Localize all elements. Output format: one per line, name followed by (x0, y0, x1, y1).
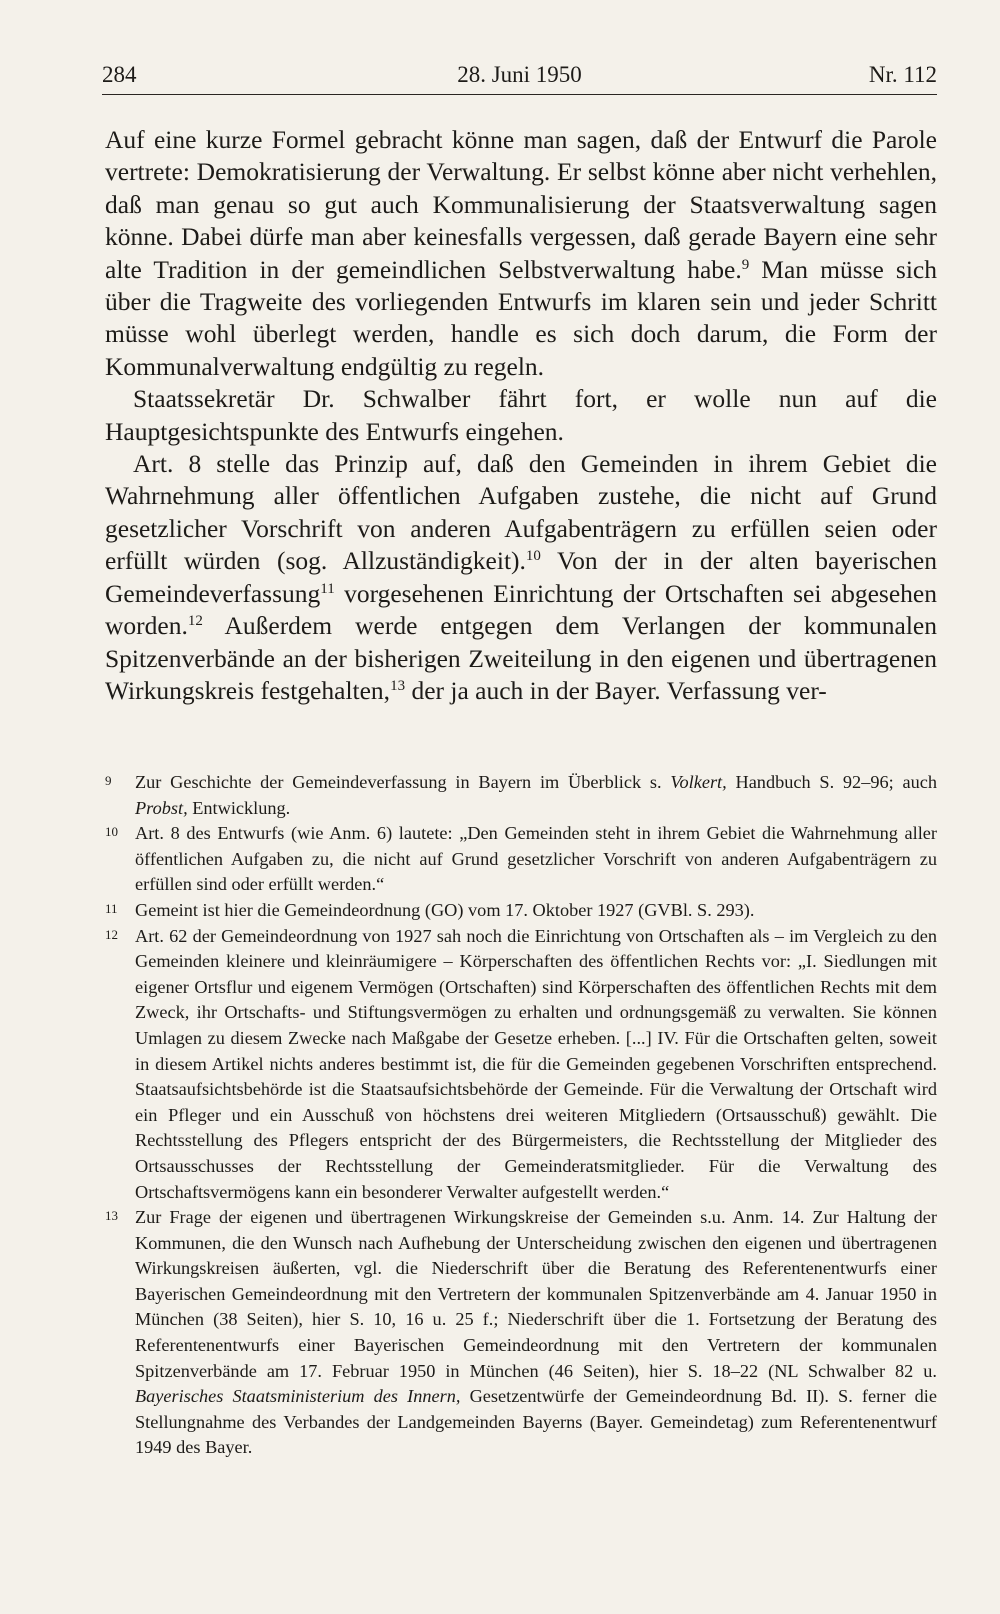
paragraph-text: Art. 8 stelle das Prinzip auf, daß den Gemeinden in ihrem Gebiet die Wahrnehmung aller öffentlichen Aufgaben zustehe, die nicht auf Grund gesetzlicher Vorschrift von anderen Aufgabenträgern zu erfüllen seien oder erfüllt würden (sog. Allzuständigkeit). (105, 449, 937, 576)
paragraph-text: Man müsse sich über die Tragweite des vorliegenden Entwurfs im klaren sein und jeder Schritt müsse wohl überlegt werden, handle es sich doch darum, die Form der Kommunalverwaltung endgültig zu regeln. (105, 254, 937, 381)
paragraph: Staatssekretär Dr. Schwalber fährt fort, er wolle nun auf die Hauptgesichtspunkte des Entwurfs eingehen. (105, 384, 937, 446)
header-date: 28. Juni 1950 (457, 62, 582, 87)
footnotes (105, 770, 937, 1461)
footnote (105, 898, 937, 924)
footnote-text: Handbuch S. 92–96; auch (726, 772, 937, 792)
footnote (105, 1205, 937, 1461)
footnote-text: Art. 62 der Gemeindeordnung von 1927 sah noch die Einrichtung von Ortschaften als – im Vergleich zu den Gemeinden kleinere und kleinräumigere – Körperschaften des öffentlichen Rechts vor: „I. Siedlungen mit eigener Ortsflur und eigenem Vermögen (Ortschaften) sind Körperschaften des öffentlichen Rechts mit dem Zweck, ihr Ortschafts- und Stiftungsvermögen zu erhalten und ordnungsgemäß zu verwalten. Sie können Umlagen zu diesem Zwecke nach Maßgabe der Gesetze erheben. [...] IV. Für die Ortschaften gelten, soweit in diesem Artikel nichts anderes bestimmt ist, die für die Gemeinden gegebenen Vorschriften entsprechend. Staatsaufsichtsbehörde ist die Staatsaufsichtsbehörde der Gemeinde. Für die Verwaltung der Ortschaft wird ein Pfleger und ein Ausschuß von höchstens drei weiteren Mitgliedern (Ortsausschuß) gewählt. Die Rechtsstellung des Pflegers entspricht der des Bürgermeisters, die Rechtsstellung der Mitglieder des Ortsausschusses der Rechtsstellung der Gemeinderatsmitglieder. Für die Verwaltung des Ortschaftsvermögens kann ein besonderer Verwalter aufgestellt werden.“ (135, 925, 937, 1202)
page-number: 284 (102, 62, 137, 87)
footnote-ref: 13 (390, 677, 406, 694)
footnote-text: Zur Geschichte der Gemeindeverfassung in Bayern im Überblick s. (135, 772, 671, 792)
footnote (105, 770, 937, 821)
paragraph-text: vorgesehenen Einrichtung der Ortschaften sei abgesehen worden. (105, 578, 937, 641)
footnote (105, 924, 937, 1206)
paragraph-text: Auf eine kurze Formel gebracht könne man sagen, daß der Entwurf die Parole vertrete: Demokratisierung der Verwaltung. Er selbst könne aber nicht verhehlen, daß man genau so gut auch Kommunalisierung der Staatsverwaltung sagen könne. Dabei dürfe man aber keinesfalls vergessen, daß gerade Bayern eine sehr alte Tradition in der gemeindlichen Selbstverwaltung habe. (105, 125, 937, 284)
main-text (105, 124, 937, 707)
footnote-number: 13 (105, 1208, 118, 1224)
footnote-text: Gesetzentwürfe der Gemeindeordnung Bd. II). S. ferner die Stellungnahme des Verbandes der Landgemeinden Bayerns (Bayer. Gemeindetag) zum Referentenentwurf 1949 des Bayer. (135, 1386, 937, 1458)
footnote-author: Volkert, (670, 772, 727, 792)
footnote-number: 11 (105, 900, 118, 916)
footnote-number: 9 (105, 773, 112, 788)
footnote-ref: 10 (525, 548, 541, 565)
footnote-ref: 11 (320, 580, 335, 597)
footnote-ref: 12 (187, 613, 203, 630)
footnote-text: Gemeint ist hier die Gemeindeordnung (GO) vom 17. Oktober 1927 (GVBl. S. 293). (135, 899, 755, 920)
paragraph-text: Außerdem werde entgegen dem Verlangen der kommunalen Spitzenverbände an der bisherigen Zweiteilung in den eigenen und übertragenen Wirkungskreis festgehalten, (105, 611, 937, 705)
page-header (102, 58, 937, 95)
paragraph-text: Von der in der alten bayerischen Gemeindeverfassung (105, 546, 937, 608)
paragraph-text: der ja auch in der Bayer. Verfassung ver- (405, 675, 827, 705)
footnote (105, 821, 937, 898)
footnote-text: Zur Frage der eigenen und übertragenen Wirkungskreise der Gemeinden s.u. Anm. 14. Zur Haltung der Kommunen, die den Wunsch nach Aufhebung der Unterscheidung zwischen den eigenen und übertragenen Wirkungskreisen äußerten, vgl. die Niederschrift über die Beratung des Referentenentwurfs einer Bayerischen Gemeindeordnung mit den Vertretern der kommunalen Spitzenverbände am 4. Januar 1950 in München (38 Seiten), hier S. 10, 16 u. 25 f.; Niederschrift über die 1. Fortsetzung der Beratung des Referentenentwurfs einer Bayerischen Gemeindeordnung mit den Vertretern der kommunalen Spitzenverbände am 17. Februar 1950 in München (46 Seiten), hier S. 18–22 (NL Schwalber 82 u. (135, 1207, 937, 1381)
footnote-number: 12 (105, 926, 118, 942)
document-number: Nr. 112 (868, 62, 937, 87)
footnote-number: 10 (105, 824, 118, 840)
footnote-text: Art. 8 des Entwurfs (wie Anm. 6) lautete: „Den Gemeinden steht in ihrem Gebiet die Wahrnehmung aller öffentlichen Aufgaben zu, die nicht auf Grund gesetzlicher Vorschrift von anderen Aufgabenträgern zu erfüllen sind oder erfüllt werden.“ (135, 823, 937, 895)
paragraph (105, 448, 937, 707)
footnote-ref: 9 (741, 256, 750, 273)
footnote-source: Bayerisches Staatsministerium des Innern, (135, 1386, 461, 1407)
footnote-author: Probst, (135, 797, 188, 818)
paragraph (105, 124, 937, 383)
footnote-text: Entwicklung. (187, 797, 291, 818)
